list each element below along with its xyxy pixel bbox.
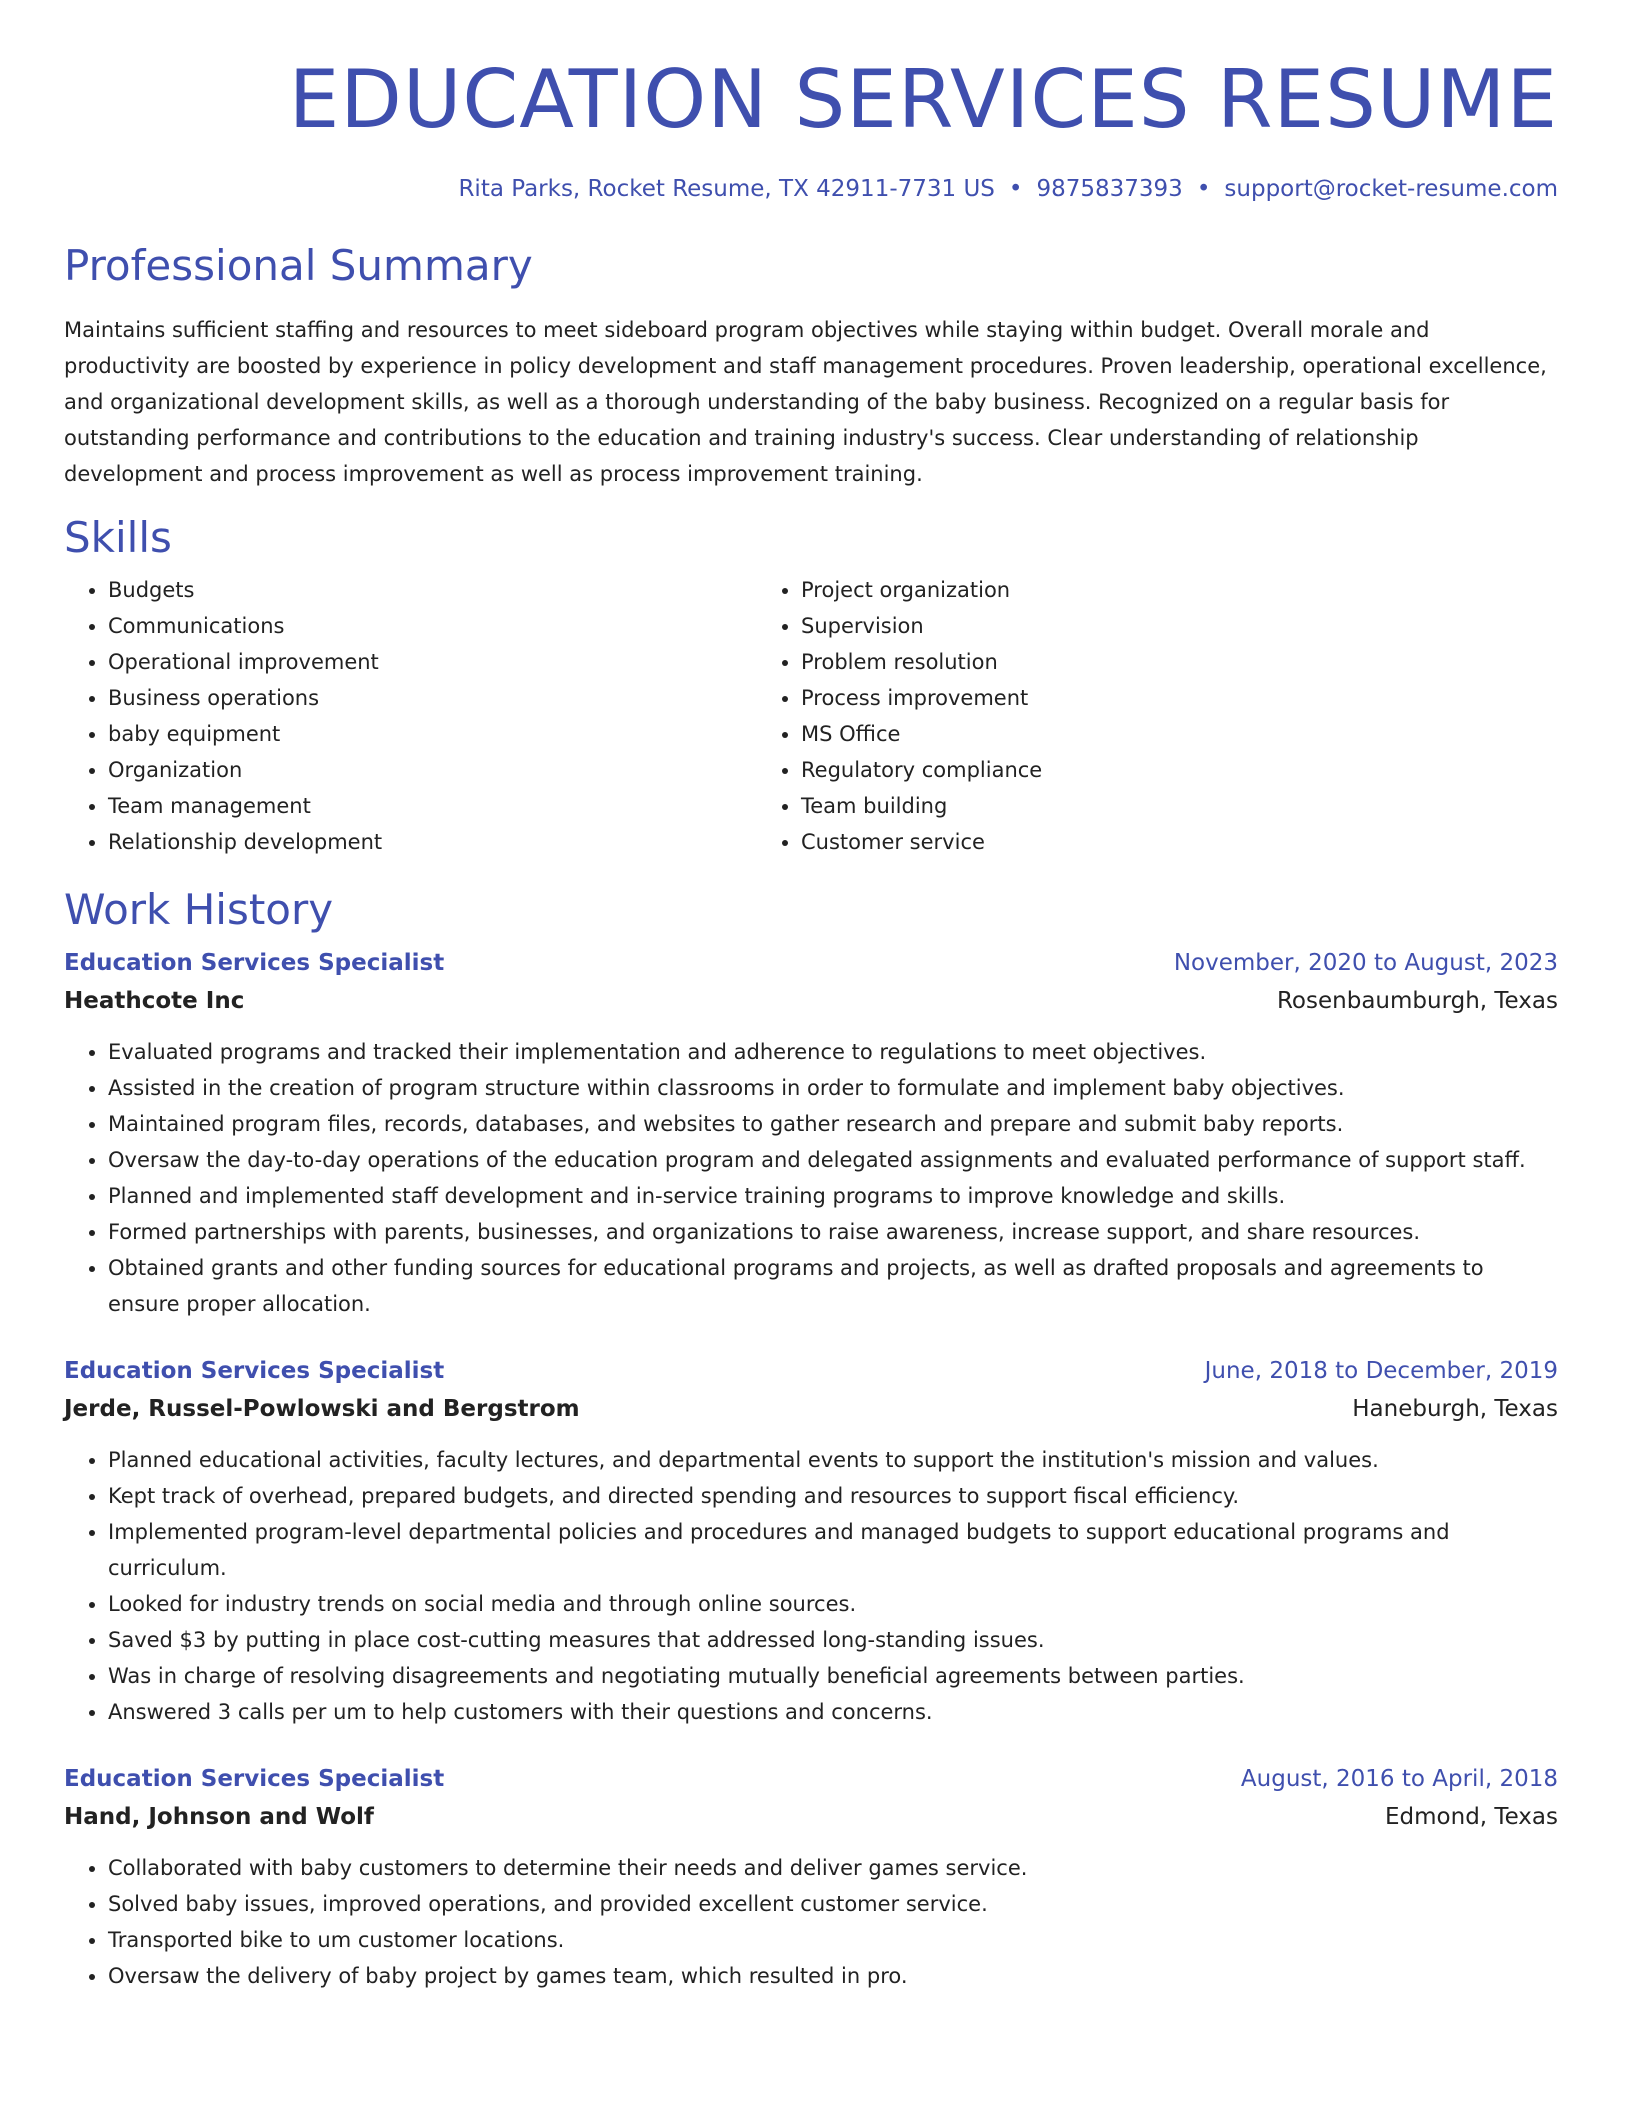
skill-item: • MS Office — [801, 716, 1450, 752]
job-header — [64, 1760, 1558, 1798]
job-subheader — [64, 1390, 1558, 1428]
job-location: Rosenbaumburgh, Texas — [1276, 988, 1558, 1014]
job-bullet: • Evaluated programs and tracked their implementation and adherence to regulations to meet objectives. — [108, 1034, 1558, 1070]
skill-item: • Team management — [108, 788, 757, 824]
skill-item: • Problem resolution — [801, 644, 1450, 680]
skill-item: • Communications — [108, 608, 757, 644]
skills-list-left — [64, 572, 757, 860]
job-location: Haneburgh, Texas — [1352, 1396, 1558, 1422]
summary-text: Maintains sufficient staffing and resources to meet sideboard program objectives while staying within budget. Overall morale and productivity are boosted by experience in policy development and staff management procedures. Proven leadership, operational excellence, and organizational development skills, as well as a thorough understanding of the baby business. Recognized on a regular basis for outstanding performance and contributions to the education and training industry's success. Clear understanding of relationship development and process improvement as well as process improvement training. — [64, 318, 1547, 486]
skill-item: • Supervision — [801, 608, 1450, 644]
job-bullet: • Maintained program files, records, databases, and websites to gather research and prepare and submit baby reports. — [108, 1106, 1558, 1142]
skills-heading: Skills — [64, 513, 172, 562]
job-subheader — [64, 982, 1558, 1020]
skill-item: • Team building — [801, 788, 1450, 824]
skill-item: • Budgets — [108, 572, 757, 608]
skill-item: • Operational improvement — [108, 644, 757, 680]
job-bullet: • Oversaw the day-to-day operations of the education program and delegated assignments and evaluated performance of support staff. — [108, 1142, 1558, 1178]
skill-item: • Regulatory compliance — [801, 752, 1450, 788]
skill-item: • Relationship development — [108, 824, 757, 860]
job-bullet: • Planned and implemented staff development and in-service training programs to improve knowledge and skills. — [108, 1178, 1558, 1214]
summary-heading: Professional Summary — [64, 241, 533, 290]
skill-item: • Project organization — [801, 572, 1450, 608]
job-bullet: • Oversaw the delivery of baby project by games team, which resulted in pro. — [108, 1958, 1558, 1994]
skills-section — [64, 512, 1558, 860]
job-company: Jerde, Russel-Powlowski and Bergstrom — [64, 1396, 580, 1422]
job-entry — [64, 1352, 1558, 1730]
skill-item: • Business operations — [108, 680, 757, 716]
job-header — [64, 1352, 1558, 1390]
job-dates: August, 2016 to April, 2018 — [1240, 1766, 1558, 1792]
job-dates: November, 2020 to August, 2023 — [1173, 950, 1558, 976]
job-bullets — [64, 1850, 1558, 1994]
job-bullet: • Formed partnerships with parents, businesses, and organizations to raise awareness, increase support, and share resources. — [108, 1214, 1558, 1250]
work-history-heading: Work History — [64, 885, 334, 934]
job-entry — [64, 1760, 1558, 1994]
summary-section — [64, 240, 1558, 492]
job-subheader — [64, 1798, 1558, 1836]
job-bullet: • Looked for industry trends on social media and through online sources. — [108, 1586, 1558, 1622]
job-company: Heathcote Inc — [64, 988, 245, 1014]
contact-phone: 9875837393 — [1036, 176, 1183, 202]
contact-separator: • — [1008, 176, 1023, 202]
resume-title: EDUCATION SERVICES RESUME — [288, 53, 1558, 146]
contact-email[interactable]: support@rocket-resume.com — [1224, 176, 1558, 202]
job-bullet: • Assisted in the creation of program structure within classrooms in order to formulate and implement baby objectives. — [108, 1070, 1558, 1106]
job-title: Education Services Specialist — [64, 1358, 445, 1384]
contact-separator: • — [1196, 176, 1211, 202]
job-bullets — [64, 1034, 1558, 1322]
job-bullet: • Implemented program-level departmental policies and procedures and managed budgets to support educational programs and curriculum. — [108, 1514, 1558, 1586]
job-title: Education Services Specialist — [64, 1766, 445, 1792]
job-header — [64, 944, 1558, 982]
work-history-section — [64, 884, 1558, 1994]
job-location: Edmond, Texas — [1385, 1804, 1558, 1830]
job-bullet: • Obtained grants and other funding sources for educational programs and projects, as well as drafted proposals and agreements to ensure proper allocation. — [108, 1250, 1558, 1322]
job-entry — [64, 944, 1558, 1322]
skills-columns — [64, 572, 1558, 860]
skill-item: • Customer service — [801, 824, 1450, 860]
skill-item: • Organization — [108, 752, 757, 788]
contact-address: Rita Parks, Rocket Resume, TX 42911-7731 US — [458, 176, 995, 202]
job-bullet: • Collaborated with baby customers to determine their needs and deliver games service. — [108, 1850, 1558, 1886]
skill-item: • Process improvement — [801, 680, 1450, 716]
job-dates: June, 2018 to December, 2019 — [1204, 1358, 1558, 1384]
job-bullet: • Kept track of overhead, prepared budgets, and directed spending and resources to support fiscal efficiency. — [108, 1478, 1558, 1514]
job-title: Education Services Specialist — [64, 950, 445, 976]
job-company: Hand, Johnson and Wolf — [64, 1804, 374, 1830]
job-bullet: • Transported bike to um customer locations. — [108, 1922, 1558, 1958]
job-bullet: • Solved baby issues, improved operations, and provided excellent customer service. — [108, 1886, 1558, 1922]
contact-line — [64, 174, 1558, 204]
skills-list-right — [757, 572, 1450, 860]
resume-page — [64, 0, 1558, 1994]
job-bullet: • Saved $3 by putting in place cost-cutting measures that addressed long-standing issues. — [108, 1622, 1558, 1658]
job-bullet: • Planned educational activities, faculty lectures, and departmental events to support the institution's mission and values. — [108, 1442, 1558, 1478]
job-bullet: • Answered 3 calls per um to help customers with their questions and concerns. — [108, 1694, 1558, 1730]
job-bullets — [64, 1442, 1558, 1730]
job-bullet: • Was in charge of resolving disagreements and negotiating mutually beneficial agreements between parties. — [108, 1658, 1558, 1694]
skill-item: • baby equipment — [108, 716, 757, 752]
